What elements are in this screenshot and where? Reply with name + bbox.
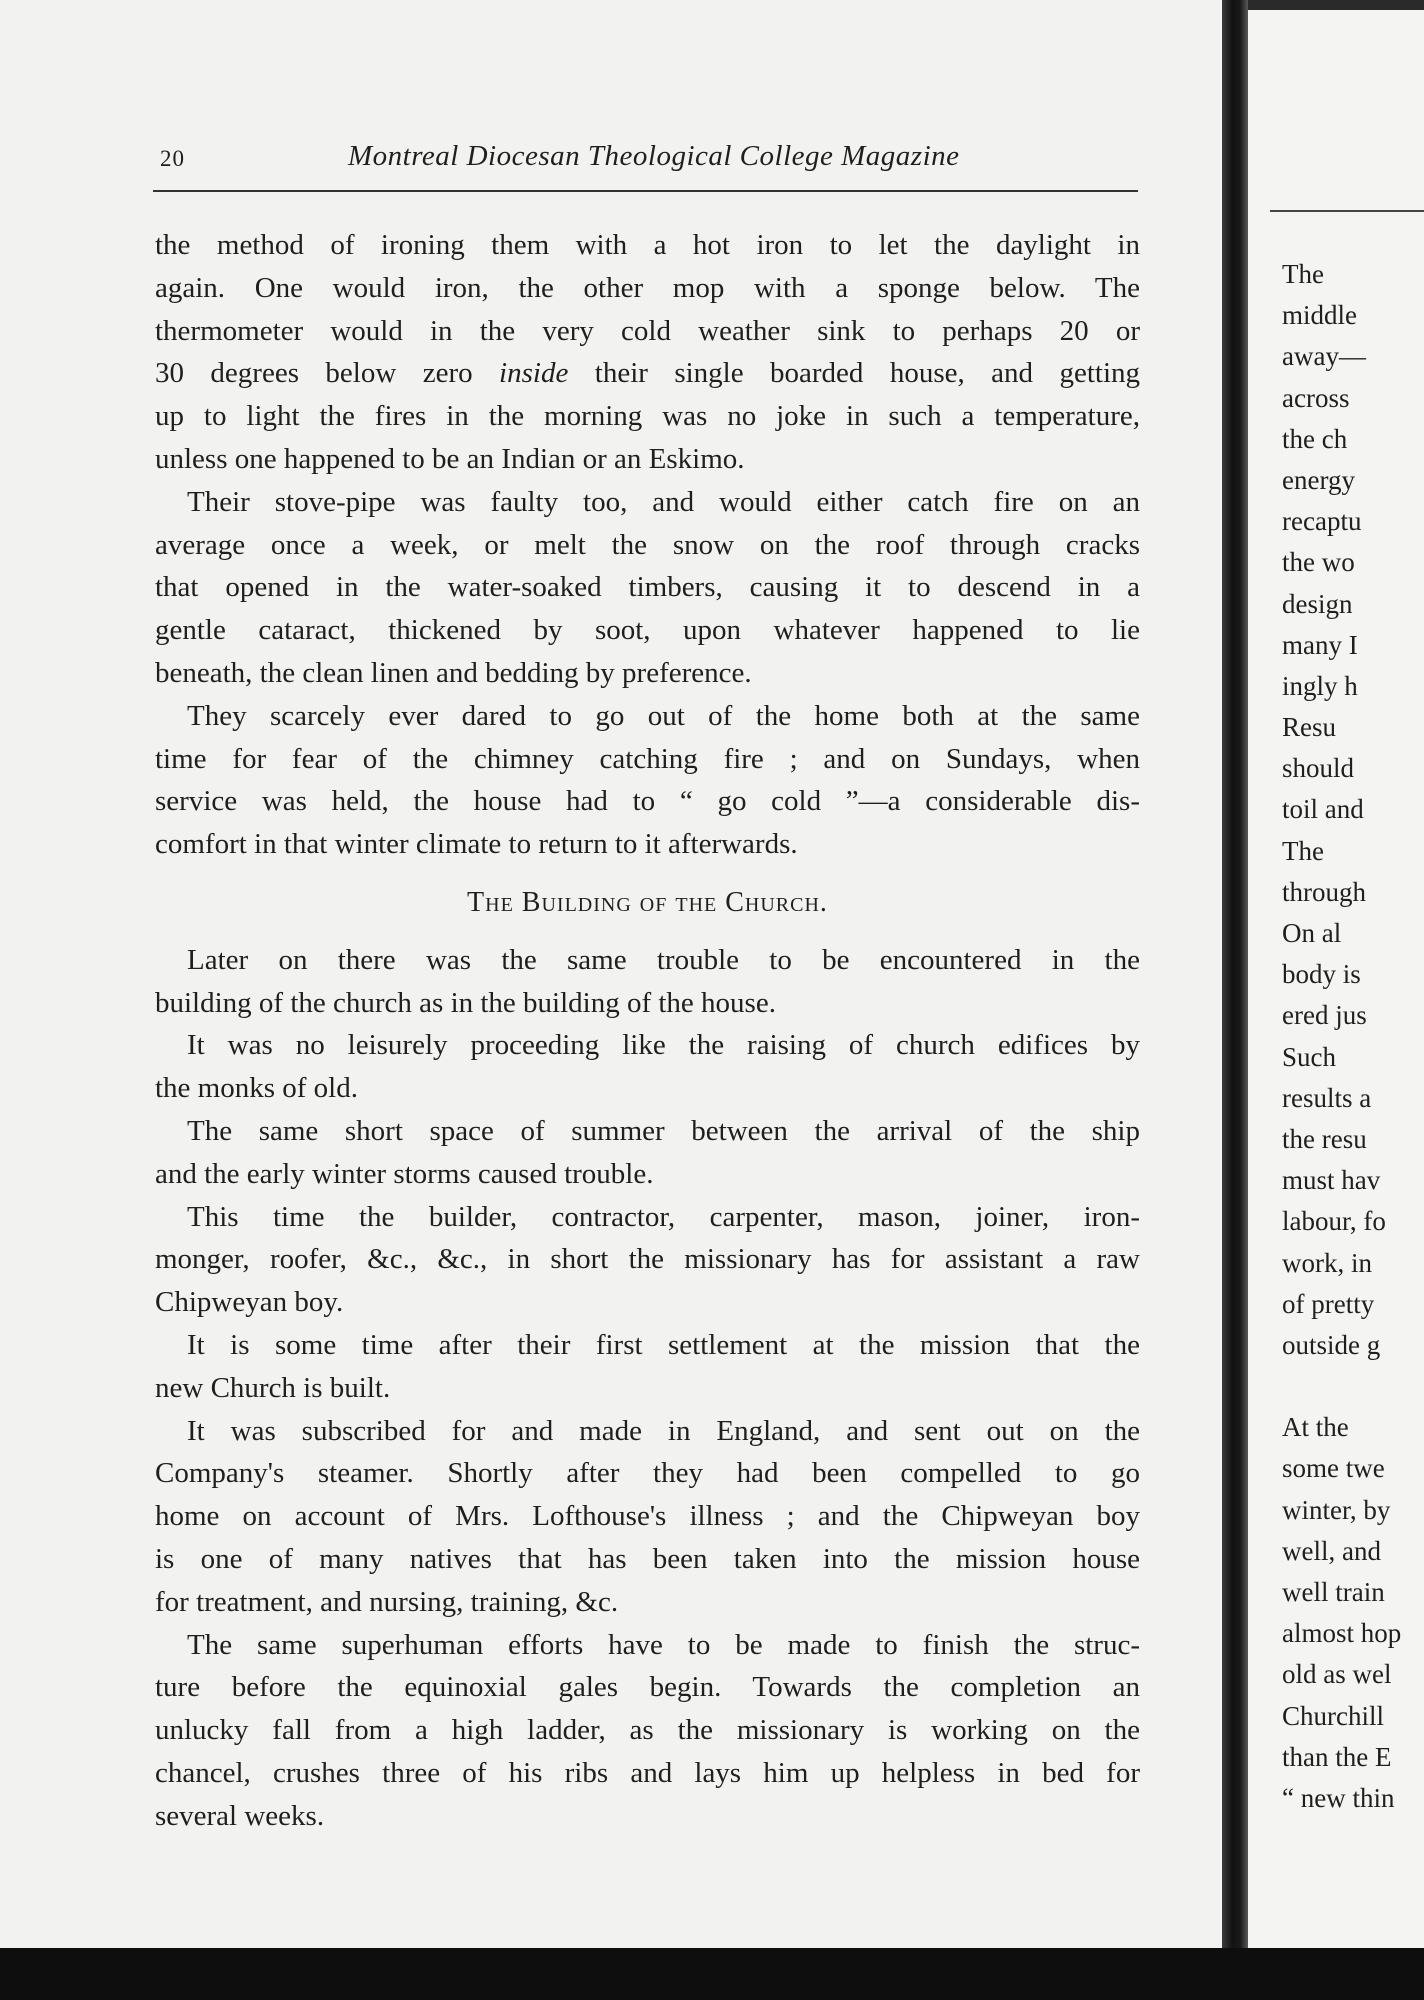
text-line: home on account of Mrs. Lofthouse's illness ; and the Chipweyan boy	[155, 1500, 1140, 1533]
text-line: beneath, the clean linen and bedding by preference.	[155, 656, 752, 689]
right-page-line: “ new thin	[1282, 1782, 1395, 1813]
text-line: average once a week, or melt the snow on the roof through cracks	[155, 528, 1140, 561]
text-line: Later on there was the same trouble to be encountered in the	[187, 943, 1140, 976]
page-number: 20	[160, 146, 185, 171]
right-page-line: labour, fo	[1282, 1206, 1386, 1237]
text-line: They scarcely ever dared to go out of the home both at the same	[187, 699, 1140, 732]
scan-bottom-edge	[0, 1948, 1424, 2000]
text-line: The same short space of summer between the arrival of the ship	[187, 1114, 1140, 1147]
right-page-line: design	[1282, 588, 1353, 619]
text-run: their single boarded house, and getting	[594, 357, 1141, 390]
right-page-line: Such	[1282, 1041, 1336, 1072]
right-page-line: the resu	[1282, 1123, 1367, 1154]
right-page-line: ered jus	[1282, 1000, 1367, 1031]
text-line: and the early winter storms caused trouble.	[155, 1157, 654, 1190]
text-line: It was no leisurely proceeding like the raising of church edifices by	[187, 1029, 1140, 1062]
right-page-line: The	[1282, 835, 1324, 866]
text-line: It is some time after their first settlement at the mission that the	[187, 1328, 1140, 1361]
right-page-line: away—	[1282, 341, 1366, 372]
right-page-line: On al	[1282, 918, 1342, 948]
text-line: This time the builder, contractor, carpenter, mason, joiner, iron-	[187, 1200, 1140, 1233]
text-line: Company's steamer. Shortly after they had been compelled to go	[155, 1457, 1140, 1490]
right-page-line	[1282, 1366, 1424, 1407]
text-line: gentle cataract, thickened by soot, upon whatever happened to lie	[155, 614, 1140, 647]
running-head	[160, 140, 1136, 180]
right-page-line: through	[1282, 876, 1366, 907]
right-page-line: At the	[1282, 1412, 1349, 1443]
right-page-line: toil and	[1282, 794, 1364, 825]
right-page-line: should	[1282, 753, 1355, 784]
right-page-line: body is	[1282, 959, 1361, 990]
text-line: the method of ironing them with a hot iron to let the daylight in	[155, 229, 1140, 261]
text-line: ture before the equinoxial gales begin. Towards the completion an	[155, 1671, 1140, 1704]
right-page-line: the wo	[1282, 547, 1355, 578]
right-page-line: energy	[1282, 464, 1355, 495]
right-page-line: must hav	[1282, 1165, 1381, 1196]
right-page-text	[1282, 254, 1424, 1819]
text-line: comfort in that winter climate to return to it afterwards.	[155, 828, 798, 861]
right-page-line: well train	[1282, 1577, 1385, 1607]
text-line-with-italic	[155, 352, 1140, 395]
book-gutter	[1222, 0, 1248, 1948]
text-line: new Church is built.	[155, 1371, 391, 1404]
right-page-line: middle	[1282, 300, 1357, 331]
text-line: is one of many natives that has been taken into the mission house	[155, 1542, 1140, 1575]
right-page-line: outside g	[1282, 1329, 1381, 1360]
right-page-line: The	[1282, 259, 1324, 289]
text-line: building of the church as in the building of the house.	[155, 986, 776, 1019]
text-line: It was subscribed for and made in England, and sent out on the	[187, 1414, 1140, 1447]
right-page-line: results a	[1282, 1082, 1372, 1113]
text-line: Chipweyan boy.	[155, 1286, 344, 1319]
text-line: monger, roofer, &c., &c., in short the missionary has for assistant a raw	[155, 1243, 1140, 1276]
right-page-line: almost hop	[1282, 1618, 1402, 1649]
text-line: up to light the fires in the morning was no joke in such a temperature,	[155, 400, 1140, 433]
section-heading: The Building of the Church.	[467, 886, 828, 918]
right-page-line: Resu	[1282, 712, 1336, 743]
right-page-line: the ch	[1282, 423, 1348, 454]
right-page-line: ingly h	[1282, 670, 1358, 701]
right-page-line: Churchill	[1282, 1700, 1384, 1731]
right-page-line: old as wel	[1282, 1659, 1392, 1690]
text-line: unlucky fall from a high ladder, as the missionary is working on the	[155, 1714, 1140, 1747]
text-line: Their stove-pipe was faulty too, and would either catch fire on an	[187, 485, 1140, 518]
text-line: chancel, crushes three of his ribs and lays him up helpless in bed for	[155, 1756, 1140, 1789]
text-line: the monks of old.	[155, 1072, 358, 1105]
text-line: service was held, the house had to “ go cold ”—a considerable dis-	[155, 785, 1140, 818]
text-line: that opened in the water-soaked timbers, causing it to descend in a	[155, 571, 1140, 604]
italic-word: inside	[499, 357, 569, 390]
header-rule	[153, 190, 1138, 192]
right-page-line: of pretty	[1282, 1288, 1375, 1319]
right-page-line: work, in	[1282, 1247, 1372, 1278]
right-page	[1248, 10, 1424, 1948]
right-page-line: many I	[1282, 629, 1358, 660]
text-line: unless one happened to be an Indian or an Eskimo.	[155, 442, 745, 475]
right-page-line: recaptu	[1282, 506, 1362, 537]
right-page-rule	[1270, 210, 1424, 212]
right-page-line: across	[1282, 382, 1350, 413]
journal-title: Montreal Diocesan Theological College Magazine	[348, 140, 960, 172]
right-page-line: winter, by	[1282, 1494, 1391, 1525]
text-line: thermometer would in the very cold weather sink to perhaps 20 or	[155, 314, 1140, 347]
right-page-line: some twe	[1282, 1453, 1385, 1484]
text-line: The same superhuman efforts have to be made to finish the struc-	[187, 1628, 1140, 1661]
text-run: 30 degrees below zero	[155, 357, 473, 390]
right-page-line: well, and	[1282, 1535, 1381, 1566]
text-line: again. One would iron, the other mop with a sponge below. The	[155, 271, 1140, 304]
text-line: several weeks.	[155, 1799, 325, 1832]
text-line: for treatment, and nursing, training, &c.	[155, 1585, 619, 1618]
body-text	[155, 224, 1140, 1837]
text-line: time for fear of the chimney catching fire ; and on Sundays, when	[155, 742, 1140, 775]
right-page-line: than the E	[1282, 1741, 1392, 1772]
